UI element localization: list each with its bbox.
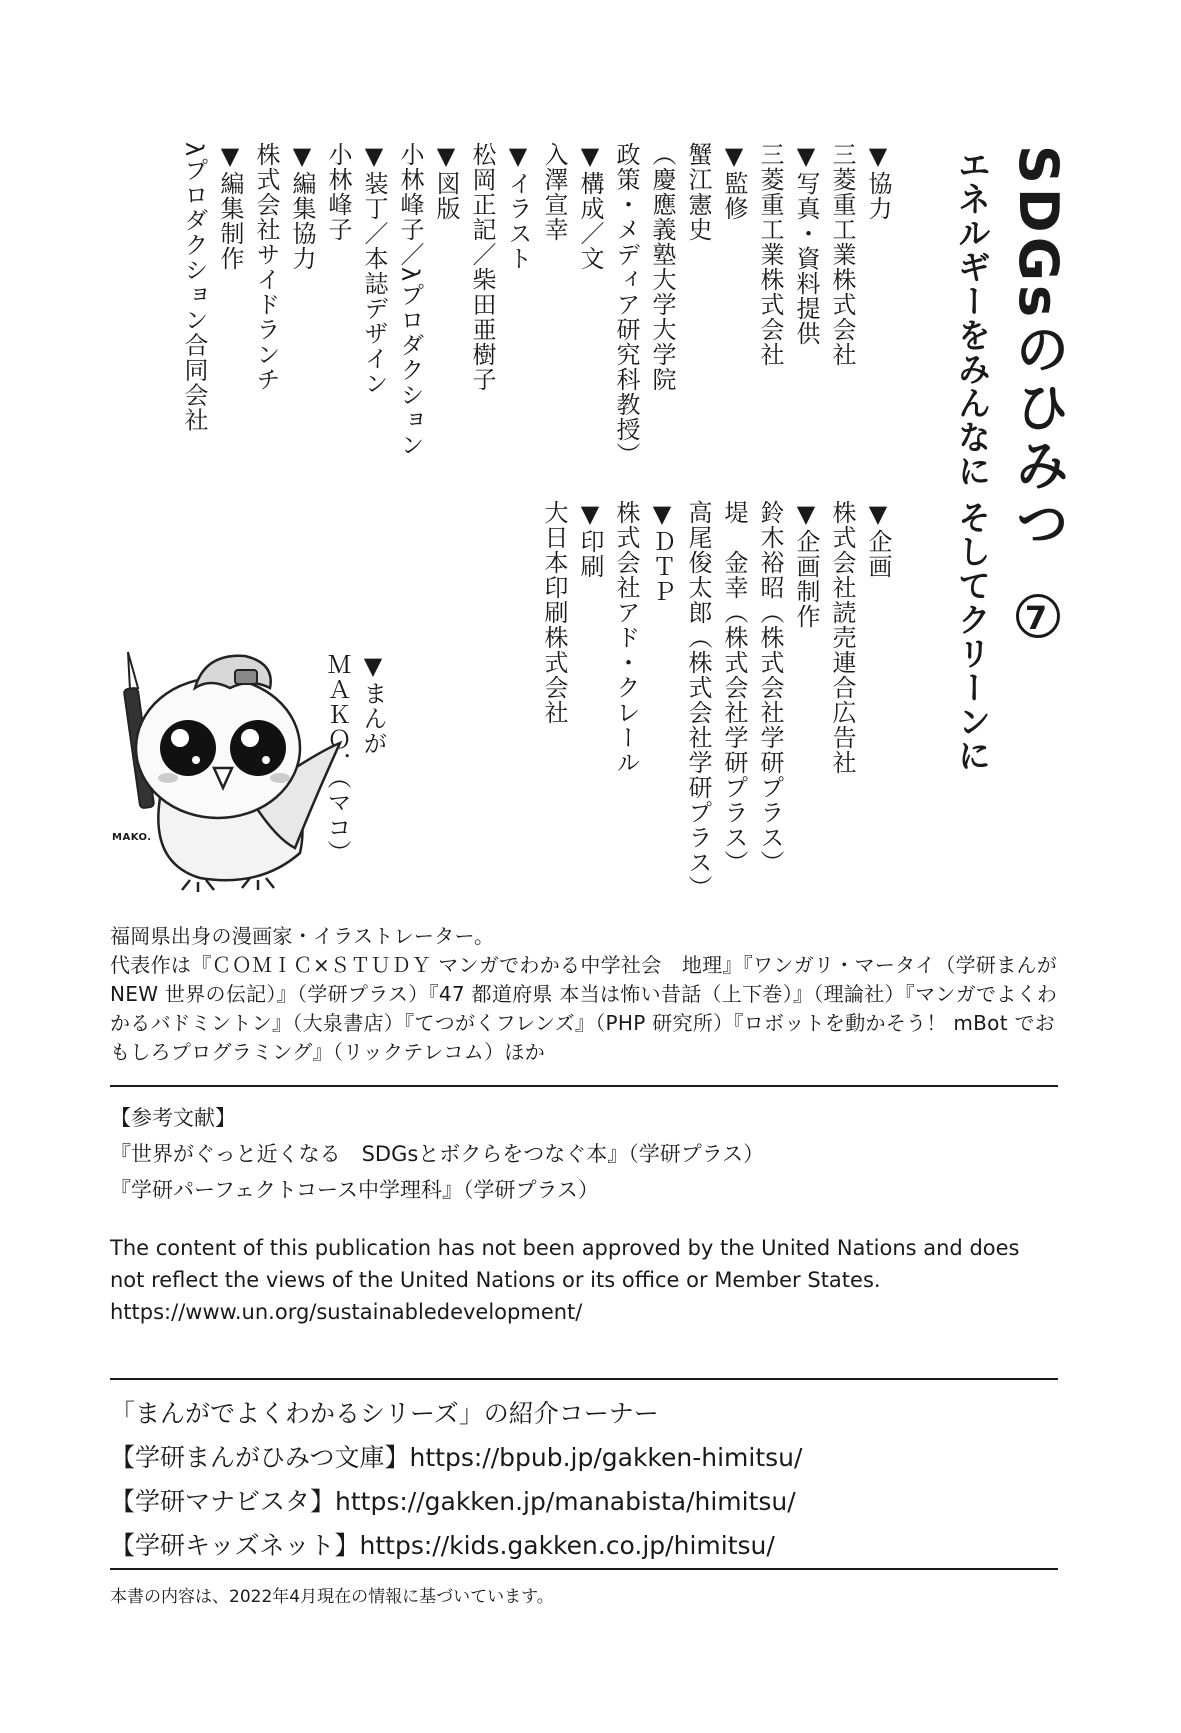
credit-line: 株式会社サイドランチ xyxy=(252,142,280,392)
credit-line: ▼写真・資料提供 xyxy=(792,142,820,346)
credit-line: ▼編集協力 xyxy=(288,142,316,271)
profile-line: 福岡県出身の漫画家・イラストレーター。 xyxy=(110,924,495,948)
series-link-label: 【学研キッズネット】 xyxy=(110,1531,360,1560)
author-profile xyxy=(110,922,1058,1067)
series-corner xyxy=(110,1392,1058,1568)
un-url-link[interactable]: https://www.un.org/sustainabledevelopment/ xyxy=(110,1300,583,1324)
credit-line: 高尾俊太郎（株式会社学研プラス） xyxy=(684,500,712,900)
credit-line: ▼まんが xyxy=(359,652,387,756)
owl-mascot-illustration xyxy=(110,648,350,893)
series-link-label: 【学研まんがひみつ文庫】 xyxy=(110,1443,410,1472)
credit-line: ▼監修 xyxy=(720,142,748,221)
credit-line: λプロダクション合同会社 xyxy=(180,142,208,433)
reference-item: 『学研パーフェクトコース中学理科』（学研プラス） xyxy=(110,1178,599,1202)
series-link-row xyxy=(110,1480,1058,1524)
references xyxy=(110,1100,1058,1208)
credit-line: ▼協力 xyxy=(864,142,892,221)
references-heading: 【参考文献】 xyxy=(110,1106,236,1130)
credit-line: 鈴木裕昭（株式会社学研プラス） xyxy=(756,500,784,875)
credit-line: 株式会社読売連合広告社 xyxy=(828,500,856,775)
series-heading: 「まんがでよくわかるシリーズ」の紹介コーナー xyxy=(110,1399,659,1428)
credit-line: 堤 金幸（株式会社学研プラス） xyxy=(720,500,748,875)
credit-line: 松岡正記／柴田亜樹子 xyxy=(468,142,496,392)
series-link-url[interactable]: https://kids.gakken.co.jp/himitsu/ xyxy=(359,1531,775,1560)
credit-line: ＭＡＫＯ．（マコ） xyxy=(323,652,351,865)
credit-line: ▼装丁／本誌デザイン xyxy=(360,142,388,396)
credit-line: 株式会社アド・クレール xyxy=(612,500,640,775)
series-link-url[interactable]: https://gakken.jp/manabista/himitsu/ xyxy=(335,1487,796,1516)
credit-line: 小林峰子 xyxy=(324,142,352,242)
profile-line: 代表作は『ＣＯＭＩＣ×ＳＴＵＤＹ マンガでわかる中学社会 地理』『ワンガリ・マータイ（学研まんが NEW 世界の伝記）』（学研プラス）『47 都道府県 本当は怖い昔話（上下巻）』（理論社）『マンガでよくわかるバドミントン』（大泉書店）『てつがくフレンズ』（PHP 研究所）『ロボットを動かそう！ mBot でおもしろプログラミング』（リックテレコム）ほか xyxy=(110,953,1058,1064)
book-title-text: SDGsのひみつ xyxy=(1007,145,1070,554)
credit-line: ▼構成／文 xyxy=(576,142,604,271)
un-notice xyxy=(110,1232,1058,1328)
credits-lower xyxy=(536,500,896,900)
credit-line: 三菱重工業株式会社 xyxy=(756,142,784,367)
footer-note: 本書の内容は、2022年4月現在の情報に基づいています。 xyxy=(110,1587,554,1607)
book-title xyxy=(1008,145,1068,638)
credit-line: ▼イラスト xyxy=(504,142,532,271)
mascot-signature: MAKO. xyxy=(112,832,152,843)
credit-line: （慶應義塾大学大学院 xyxy=(648,142,676,392)
series-link-row xyxy=(110,1524,1058,1568)
credit-line: 政策・メディア研究科教授） xyxy=(612,142,640,467)
credit-line: ▼編集制作 xyxy=(216,142,244,271)
reference-item: 『世界がぐっと近くなる SDGsとボクらをつなぐ本』（学研プラス） xyxy=(110,1142,765,1166)
credit-line: 蟹江憲史 xyxy=(684,142,712,242)
credit-line: ▼企画制作 xyxy=(792,500,820,629)
series-link-url[interactable]: https://bpub.jp/gakken-himitsu/ xyxy=(409,1443,803,1472)
divider xyxy=(110,1568,1058,1570)
book-subtitle: エネルギーをみんなに そしてクリーンに xyxy=(953,148,992,773)
divider xyxy=(110,1378,1058,1380)
un-notice-text: The content of this publication has not been approved by the United Nations and does not reflect the views of the United Nations or its office or Member States. xyxy=(110,1236,1020,1292)
credit-line: ▼ＤＴＰ xyxy=(648,500,676,604)
credit-line: ▼企画 xyxy=(864,500,892,579)
volume-number-badge: 7 xyxy=(1016,594,1060,638)
credits-upper xyxy=(176,142,896,467)
credit-line: 小林峰子／λプロダクション xyxy=(396,142,424,458)
divider xyxy=(110,1085,1058,1087)
series-link-row xyxy=(110,1436,1058,1480)
series-link-label: 【学研マナビスタ】 xyxy=(110,1487,336,1516)
credit-line: ▼印刷 xyxy=(576,500,604,579)
credit-line: ▼図版 xyxy=(432,142,460,221)
credit-line: 三菱重工業株式会社 xyxy=(828,142,856,367)
credit-line: 入澤宣幸 xyxy=(540,142,568,242)
credit-line: 大日本印刷株式会社 xyxy=(540,500,568,725)
